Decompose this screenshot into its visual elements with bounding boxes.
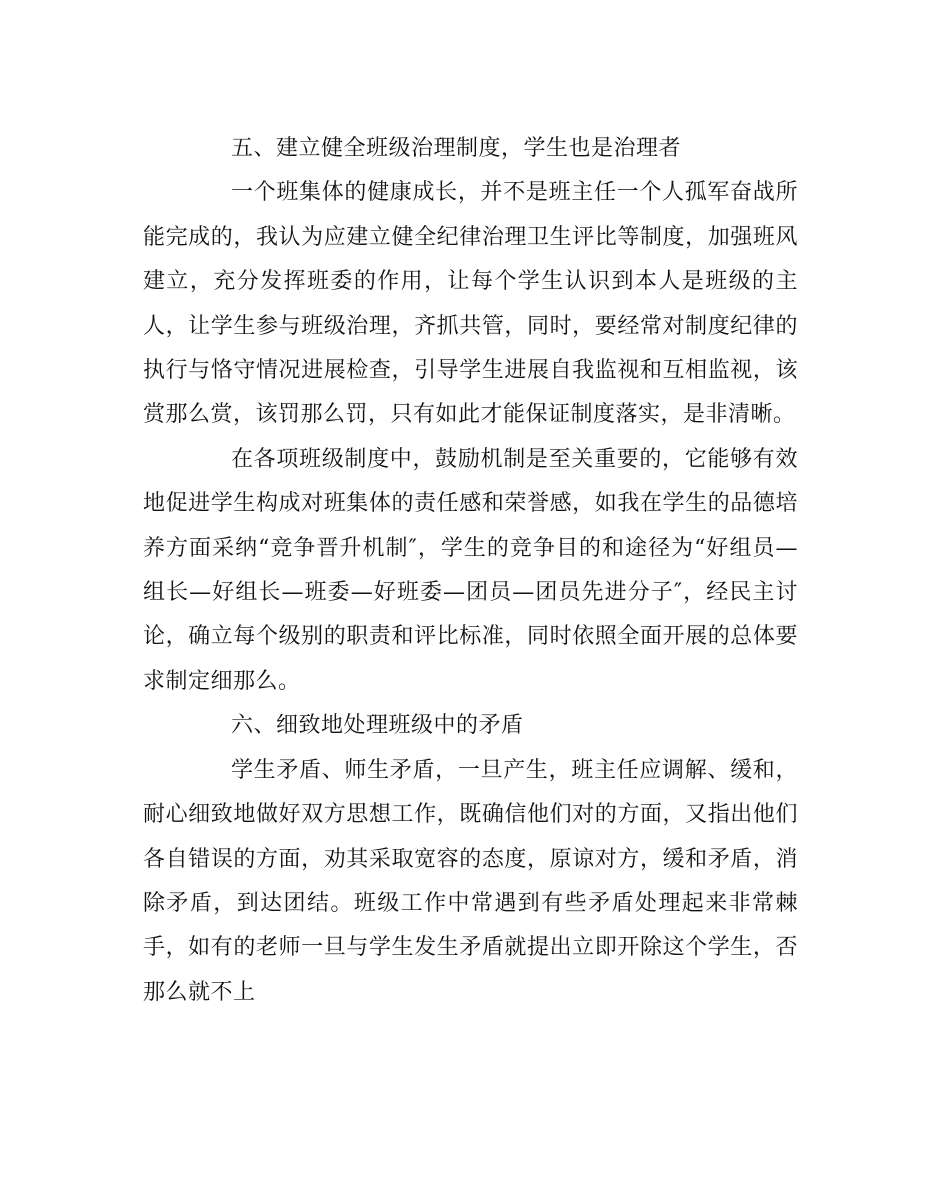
section-6-heading: 六、细致地处理班级中的矛盾 — [231, 713, 524, 739]
document-body — [143, 127, 798, 1015]
section-6-paragraph-1: 学生矛盾、师生矛盾，一旦产生，班主任应调解、缓和，耐心细致地做好双方思想工作，既确信他们对的方面，又指出他们各自错误的方面，劝其采取宽容的态度，原谅对方，缓和矛盾，消除矛盾，到达团结。班级工作中常遇到有些矛盾处理起来非常棘手，如有的老师一旦与学生发生矛盾就提出立即开除这个学生，否那么就不上 — [143, 757, 798, 1005]
section-5-paragraph-2: 在各项班级制度中，鼓励机制是至关重要的，它能够有效地促进学生构成对班集体的责任感和荣誉感，如我在学生的品德培养方面采纳“竞争晋升机制″，学生的竞争目的和途径为“好组员—组长—好组长—班委—好班委—团员—团员先进分子″，经民主讨论，确立每个级别的职责和评比标准，同时依照全面开展的总体要求制定细那么。 — [143, 446, 798, 694]
section-5-heading: 五、建立健全班级治理制度，学生也是治理者 — [231, 136, 682, 161]
section-5-paragraph-1: 一个班集体的健康成长，并不是班主任一个人孤军奋战所能完成的，我认为应建立健全纪律治理卫生评比等制度，加强班风建立，充分发挥班委的作用，让每个学生认识到本人是班级的主人，让学生参与班级治理，齐抓共管，同时，要经常对制度纪律的执行与恪守情况进展检查，引导学生进展自我监视和互相监视，该赏那么赏，该罚那么罚，只有如此才能保证制度落实，是非清晰。 — [143, 180, 798, 428]
